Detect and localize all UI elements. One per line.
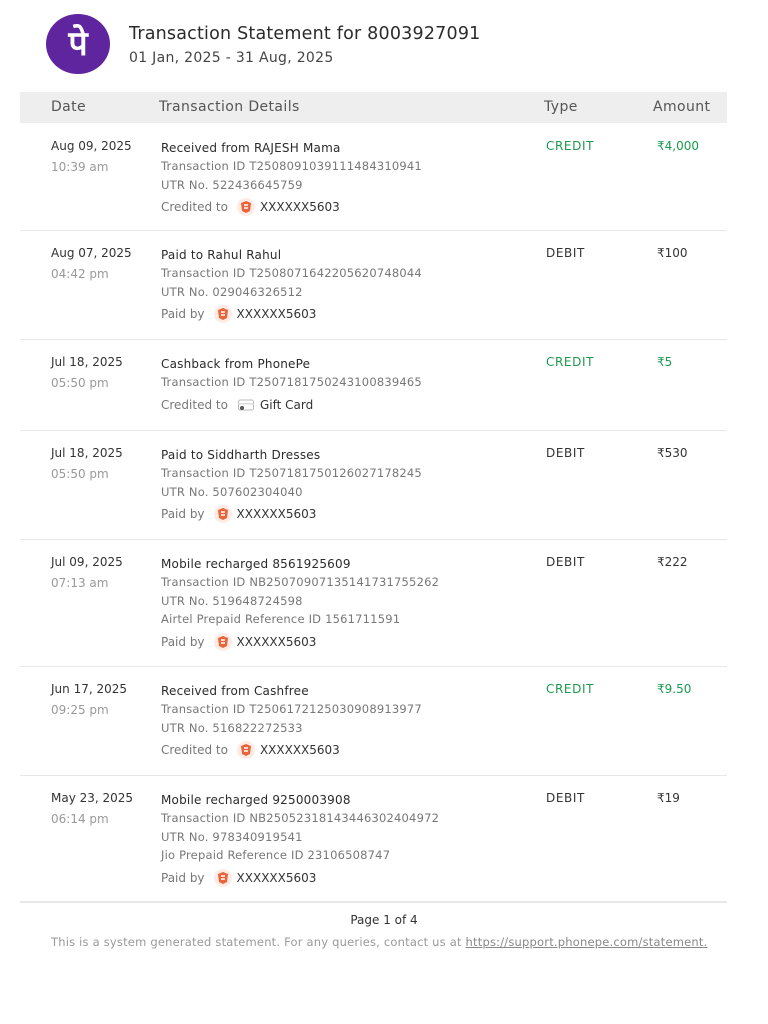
column-header-type: Type bbox=[544, 99, 578, 115]
page-indicator: Page 1 of 4 bbox=[350, 913, 418, 927]
transaction-date: Aug 09, 2025 bbox=[51, 139, 132, 153]
account-label: Paid by bbox=[161, 507, 205, 521]
transaction-row bbox=[20, 340, 727, 431]
utr-number: UTR No. 978340919541 bbox=[161, 829, 303, 844]
footer-divider bbox=[20, 902, 727, 903]
transaction-amount: ₹19 bbox=[657, 791, 680, 805]
transaction-title: Mobile recharged 8561925609 bbox=[161, 557, 351, 571]
transaction-time: 10:39 am bbox=[51, 160, 109, 174]
account-value: XXXXXX5603 bbox=[236, 634, 317, 649]
transaction-type: DEBIT bbox=[546, 246, 585, 260]
transaction-id: Transaction ID T2506172125030908913977 bbox=[161, 702, 422, 716]
transaction-date: Jul 18, 2025 bbox=[51, 355, 123, 369]
transaction-date: Jul 09, 2025 bbox=[51, 555, 123, 569]
utr-number: UTR No. 507602304040 bbox=[161, 484, 303, 499]
transaction-time: 05:50 pm bbox=[51, 467, 109, 481]
transaction-type: DEBIT bbox=[546, 446, 585, 460]
column-header-amount: Amount bbox=[653, 99, 711, 115]
transaction-title: Paid to Siddharth Dresses bbox=[161, 448, 321, 462]
statement-title: Transaction Statement for 8003927091 bbox=[129, 24, 481, 44]
transaction-details bbox=[161, 555, 439, 651]
transaction-type: DEBIT bbox=[546, 791, 585, 805]
bank-icon bbox=[213, 869, 233, 887]
transaction-date: Jun 17, 2025 bbox=[51, 682, 128, 696]
transaction-details bbox=[161, 791, 439, 887]
support-link[interactable]: https://support.phonepe.com/statement. bbox=[465, 935, 708, 949]
account-value: XXXXXX5603 bbox=[236, 307, 317, 321]
account-value: Gift Card bbox=[259, 397, 314, 412]
account-line bbox=[161, 396, 422, 414]
transaction-row bbox=[20, 776, 727, 902]
account-label: Paid by bbox=[161, 307, 205, 321]
statement-period: 01 Jan, 2025 - 31 Aug, 2025 bbox=[129, 50, 334, 66]
transaction-type: DEBIT bbox=[546, 555, 585, 569]
footer-note bbox=[51, 935, 707, 949]
transaction-row bbox=[20, 540, 727, 667]
bank-icon bbox=[236, 741, 256, 759]
bank-icon bbox=[213, 633, 233, 651]
column-header-details: Transaction Details bbox=[159, 99, 300, 115]
transaction-details bbox=[161, 355, 422, 414]
account-label: Paid by bbox=[161, 634, 205, 649]
transaction-row bbox=[20, 231, 727, 340]
transaction-amount: ₹100 bbox=[657, 246, 688, 260]
transaction-title: Paid to Rahul Rahul bbox=[161, 248, 282, 262]
transaction-id: Transaction ID T2508071642205620748044 bbox=[161, 266, 422, 280]
transaction-time: 07:13 am bbox=[51, 576, 109, 590]
transaction-title: Received from RAJESH Mama bbox=[161, 141, 341, 155]
phonepe-logo-icon bbox=[46, 14, 110, 74]
transaction-row bbox=[20, 667, 727, 776]
transaction-date: May 23, 2025 bbox=[51, 791, 134, 805]
transaction-title: Cashback from PhonePe bbox=[161, 357, 311, 371]
account-label: Credited to bbox=[161, 743, 228, 757]
bank-icon bbox=[213, 305, 233, 323]
table-header bbox=[20, 92, 727, 123]
transaction-time: 09:25 pm bbox=[51, 703, 109, 717]
utr-number: UTR No. 029046326512 bbox=[161, 284, 303, 299]
transaction-amount: ₹5 bbox=[657, 355, 673, 369]
transaction-id: Transaction ID T2507181750243100839465 bbox=[161, 375, 422, 389]
transaction-time: 04:42 pm bbox=[51, 267, 109, 281]
account-label: Paid by bbox=[161, 870, 205, 885]
utr-number: UTR No. 519648724598 bbox=[161, 593, 303, 608]
transaction-amount: ₹530 bbox=[657, 446, 688, 460]
transaction-date: Aug 07, 2025 bbox=[51, 246, 132, 260]
statement-header bbox=[46, 14, 481, 74]
transaction-type: CREDIT bbox=[546, 682, 595, 696]
transaction-title: Mobile recharged 9250003908 bbox=[161, 793, 351, 807]
account-line bbox=[161, 198, 422, 216]
account-value: XXXXXX5603 bbox=[259, 743, 340, 757]
transaction-id: Transaction ID NB25070907135141731755262 bbox=[161, 575, 440, 589]
logo-glyph: पे bbox=[68, 24, 88, 64]
transaction-id: Transaction ID T2508091039111484310941 bbox=[161, 159, 422, 173]
account-line bbox=[161, 869, 439, 887]
column-header-date: Date bbox=[51, 99, 87, 115]
account-value: XXXXXX5603 bbox=[259, 200, 340, 214]
transaction-details bbox=[161, 139, 422, 216]
transaction-details bbox=[161, 246, 422, 323]
transaction-amount: ₹4,000 bbox=[657, 139, 699, 153]
transaction-row bbox=[20, 431, 727, 540]
utr-number: UTR No. 522436645759 bbox=[161, 177, 303, 192]
reference-id: Airtel Prepaid Reference ID 1561711591 bbox=[161, 612, 401, 626]
transaction-time: 06:14 pm bbox=[51, 812, 109, 826]
transaction-time: 05:50 pm bbox=[51, 376, 109, 390]
transaction-type: CREDIT bbox=[546, 355, 595, 369]
account-value: XXXXXX5603 bbox=[236, 870, 317, 885]
transaction-id: Transaction ID NB25052318143446302404972 bbox=[161, 811, 440, 825]
account-label: Credited to bbox=[161, 397, 228, 412]
transaction-row bbox=[20, 124, 727, 231]
transaction-amount: ₹9.50 bbox=[657, 682, 692, 696]
account-line bbox=[161, 633, 439, 651]
account-line bbox=[161, 505, 422, 523]
account-value: XXXXXX5603 bbox=[236, 507, 317, 521]
bank-icon bbox=[236, 198, 256, 216]
footer-text: This is a system generated statement. For any queries, contact us at bbox=[51, 935, 466, 949]
transaction-type: CREDIT bbox=[546, 139, 595, 153]
transaction-details bbox=[161, 682, 422, 759]
transaction-details bbox=[161, 446, 422, 523]
bank-icon bbox=[213, 505, 233, 523]
account-line bbox=[161, 305, 422, 323]
transaction-id: Transaction ID T2507181750126027178245 bbox=[161, 466, 422, 480]
account-label: Credited to bbox=[161, 200, 228, 214]
transaction-title: Received from Cashfree bbox=[161, 684, 309, 698]
reference-id: Jio Prepaid Reference ID 23106508747 bbox=[161, 848, 391, 862]
utr-number: UTR No. 516822272533 bbox=[161, 720, 303, 735]
gift-card-icon bbox=[236, 396, 256, 414]
header-text bbox=[129, 22, 481, 66]
transaction-amount: ₹222 bbox=[657, 555, 688, 569]
transaction-date: Jul 18, 2025 bbox=[51, 446, 123, 460]
account-line bbox=[161, 741, 422, 759]
